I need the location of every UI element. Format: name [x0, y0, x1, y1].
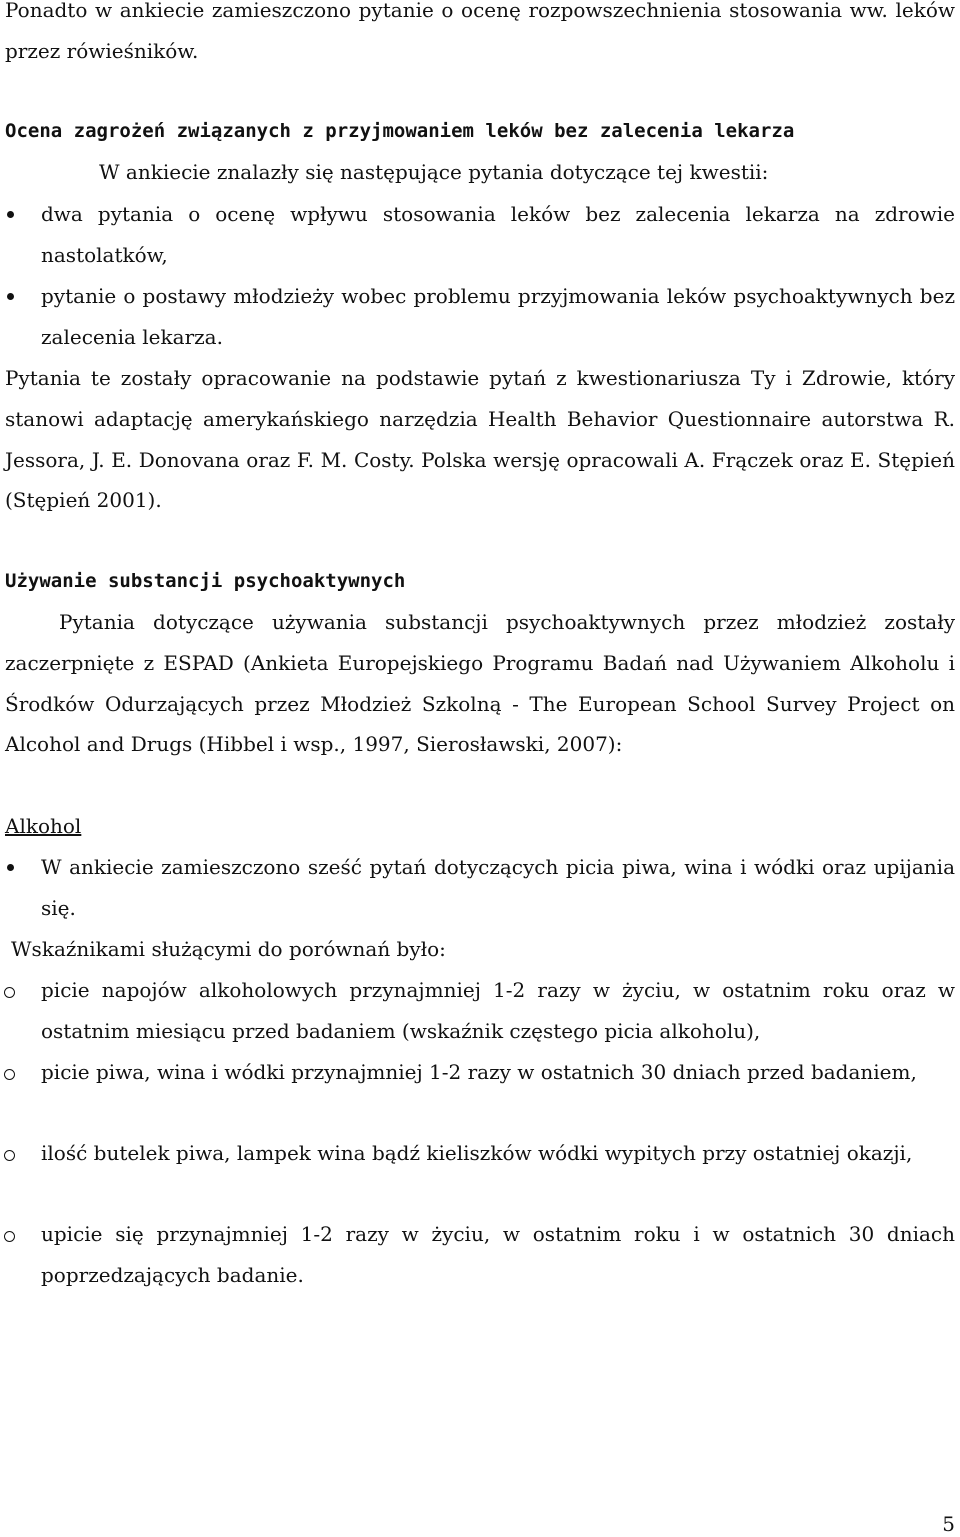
section-intro-risks: W ankiecie znalazły się następujące pytania dotyczące tej kwestii:: [99, 160, 769, 184]
intro-paragraph: Ponadto w ankiecie zamieszczono pytanie o ocenę rozpowszechnienia stosowania ww. leków przez rówieśników.: [5, 0, 955, 63]
indicators-intro: Wskaźnikami służącymi do porównań było:: [11, 937, 446, 961]
list-item-text: pytanie o postawy młodzieży wobec problemu przyjmowania leków psychoaktywnych bez zalecenia lekarza.: [41, 284, 955, 349]
page-number: 5: [942, 1512, 955, 1536]
circle-bullet-icon: [4, 970, 28, 1011]
list-item-text: upicie się przynajmniej 1-2 razy w życiu, w ostatnim roku i w ostatnich 30 dniach poprzedzających badanie.: [41, 1222, 955, 1287]
list-item-text: ilość butelek piwa, lampek wina bądź kieliszków wódki wypitych przy ostatniej okazji,: [41, 1141, 913, 1165]
bullet-icon: [4, 276, 28, 317]
body-paragraph-espad: Pytania dotyczące używania substancji psychoaktywnych przez młodzież zostały zaczerpnięte z ESPAD (Ankieta Europejskiego Programu Badań nad Używaniem Alkoholu i Środków Odurzających przez Młodzież Szkolną - The European School Survey Project on Alcohol and Drugs (Hibbel i wsp., 1997, Sierosławski, 2007):: [5, 610, 955, 757]
body-paragraph-questionnaire: Pytania te zostały opracowanie na podstawie pytań z kwestionariusza Ty i Zdrowie, który stanowi adaptację amerykańskiego narzędzia Health Behavior Questionnaire autorstwa R. Jessora, J. E. Donovana oraz F. M. Costy. Polska wersję opracowali A. Frączek oraz E. Stępień (Stępień 2001).: [5, 366, 955, 513]
list-item-text: dwa pytania o ocenę wpływu stosowania leków bez zalecenia lekarza na zdrowie nastolatków,: [41, 202, 955, 267]
list-item-text: picie piwa, wina i wódki przynajmniej 1-2 razy w ostatnich 30 dniach przed badaniem,: [41, 1060, 917, 1084]
list-item-text: picie napojów alkoholowych przynajmniej 1-2 razy w życiu, w ostatnim roku oraz w ostatnim miesiącu przed badaniem (wskaźnik częstego picia alkoholu),: [41, 978, 955, 1043]
section-heading-substances: Używanie substancji psychoaktywnych: [5, 570, 406, 592]
circle-bullet-icon: [4, 1214, 28, 1255]
circle-bullet-icon: [4, 1133, 28, 1174]
section-heading-risks: Ocena zagrożeń związanych z przyjmowaniem leków bez zalecenia lekarza: [5, 120, 795, 142]
circle-bullet-icon: [4, 1052, 28, 1093]
subheading-alcohol: Alkohol: [5, 814, 82, 838]
bullet-icon: [4, 847, 28, 888]
bullet-icon: [4, 194, 28, 235]
list-item-text: W ankiecie zamieszczono sześć pytań dotyczących picia piwa, wina i wódki oraz upijania się.: [41, 855, 955, 920]
